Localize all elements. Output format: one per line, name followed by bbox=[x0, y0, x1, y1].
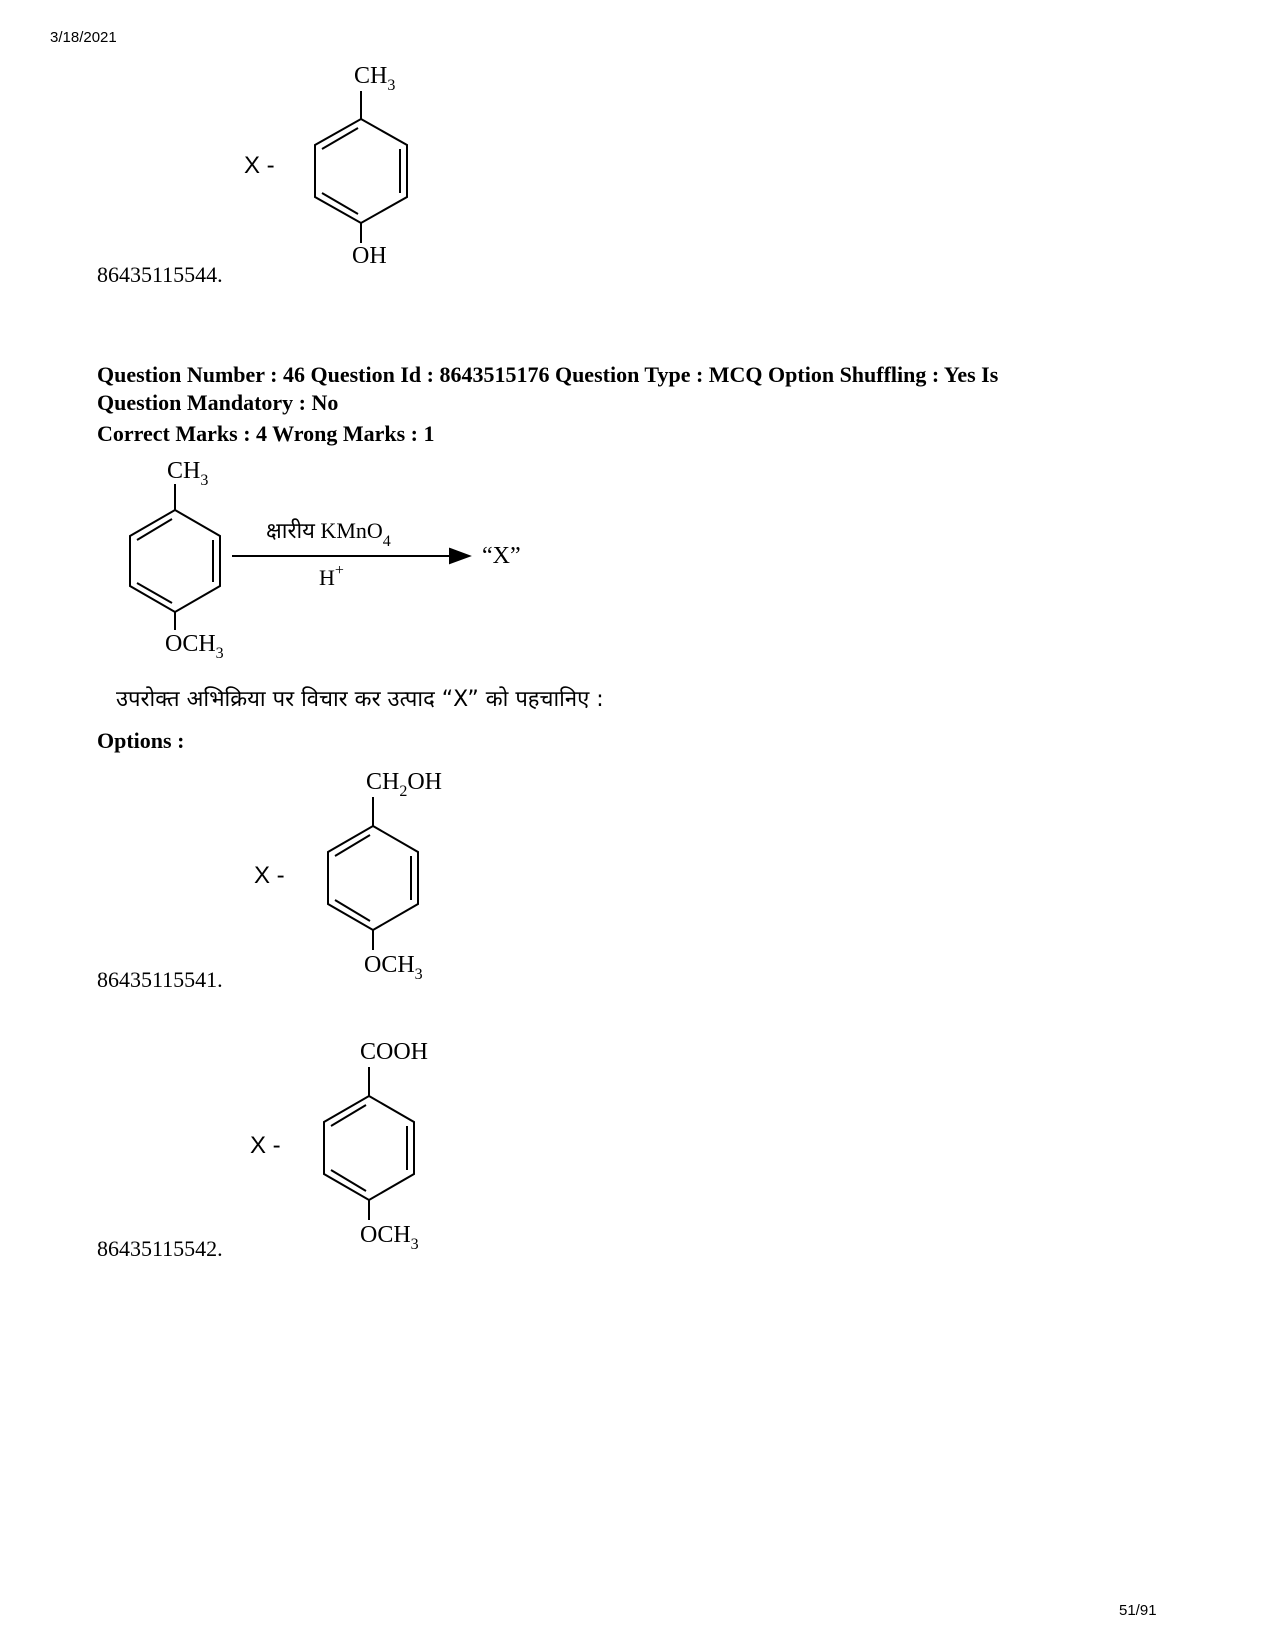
bottom-group: $OCH_3$ bbox=[364, 952, 423, 983]
options-label: Options : bbox=[97, 728, 185, 753]
option-id: 86435115541. bbox=[97, 967, 223, 992]
option-id: 86435115544. bbox=[97, 262, 223, 287]
reactant-top-group: $CH_3$ bbox=[167, 458, 209, 489]
reagent-below: H+ bbox=[319, 562, 344, 590]
question-meta-line1: Question Number : 46 Question Id : 8643515176 Question Type : MCQ Option Shuffling : Yes Is bbox=[97, 362, 999, 387]
option-id: 86435115542. bbox=[97, 1236, 223, 1261]
structure-label: X - bbox=[244, 152, 275, 179]
structure-label: X - bbox=[254, 862, 285, 889]
benzene-ring bbox=[324, 1096, 414, 1200]
question-meta bbox=[97, 361, 1177, 417]
print-date: 3/18/2021 bbox=[50, 29, 117, 46]
reaction-scheme bbox=[115, 452, 545, 662]
reagent-above: क्षारीय KMnO$_4$ bbox=[266, 518, 391, 550]
arrow-head bbox=[450, 549, 469, 563]
option-1-structure bbox=[240, 762, 480, 987]
page-number: 51/91 bbox=[1119, 1602, 1157, 1619]
bottom-group: OH bbox=[352, 243, 387, 269]
product-label: “X” bbox=[482, 543, 521, 569]
reactant-bottom-group: $OCH_3$ bbox=[165, 631, 224, 662]
top-group: $CH_2OH$ bbox=[366, 769, 443, 800]
prev-option-structure bbox=[230, 55, 430, 275]
question-meta-line2: Question Mandatory : No bbox=[97, 390, 339, 415]
benzene-ring bbox=[328, 826, 418, 930]
top-group: $CH_3$ bbox=[354, 63, 396, 94]
option-2-structure bbox=[238, 1032, 478, 1257]
structure-label: X - bbox=[250, 1132, 281, 1159]
top-group: COOH bbox=[360, 1039, 429, 1065]
reactant-ring bbox=[130, 510, 220, 612]
question-text: उपरोक्त अभिक्रिया पर विचार कर उत्पाद “X” को पहचानिए : bbox=[116, 687, 604, 712]
question-marks: Correct Marks : 4 Wrong Marks : 1 bbox=[97, 421, 435, 446]
benzene-ring bbox=[315, 119, 407, 223]
bottom-group: $OCH_3$ bbox=[360, 1222, 419, 1253]
